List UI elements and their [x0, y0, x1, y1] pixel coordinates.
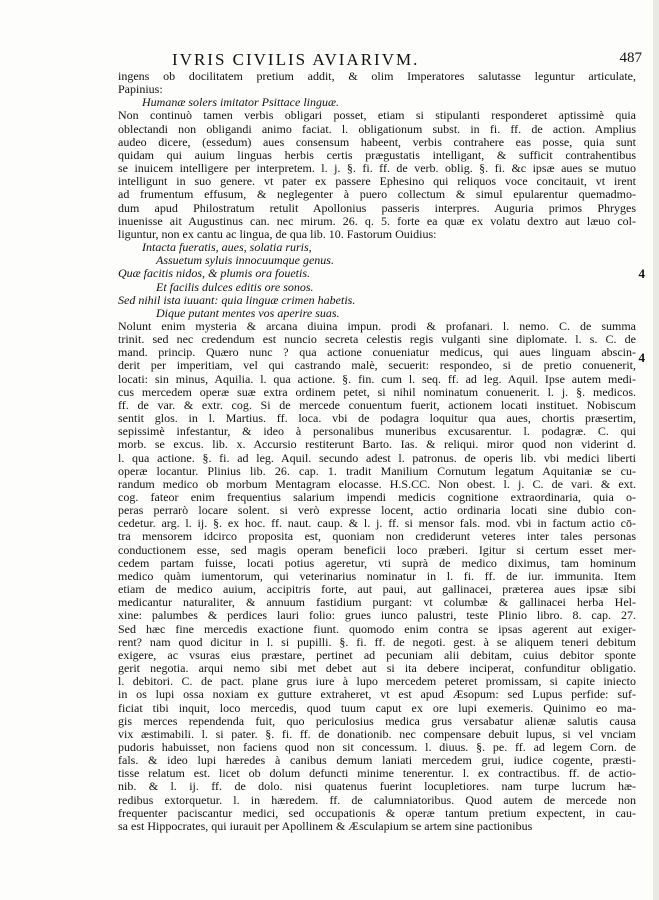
- text-line: in os lupi ossa noxiam ex gutture extraheret, vt est apud Æsopum: sed Lupus perfide: suf-: [118, 687, 636, 702]
- running-title: IVRIS CIVILIS AVIARIVM.: [172, 50, 420, 69]
- verse-line: Et facilis dulces editis ore sonos.: [156, 279, 314, 294]
- text-line: Nolunt enim mysteria & arcana diuina impun. prodi & profanari. l. nemo. C. de summa: [118, 318, 636, 333]
- verse-line: Dique putant mentes vos aperire suas.: [156, 305, 340, 320]
- text-line: fals. & ideo lupi hæredes à canibus demum laniati mercedem grui, iudice cogente, præsti-: [118, 753, 636, 768]
- text-line: sa est Hippocrates, qui iurauit per Apollinem & Æsculapium se artem sine pactionibus: [118, 818, 533, 833]
- margin-note: 4: [638, 266, 645, 281]
- page-edge-shadow: [653, 0, 659, 900]
- text-line: oblectandi non obligandi animo faciat. l. obligationum subst. in fi. ff. de action. Amplius: [118, 121, 636, 136]
- text-line: dum apud Philostratum retulit Apollonius passeris interpres. Auguria primos Phryges: [118, 200, 636, 215]
- text-line: conductionem esse, sed magis operam beneficii loco præberi. Igitur si certum esset mer-: [118, 542, 636, 557]
- text-line: redibus extorquetur. l. in hæredem. ff. de calumniatoribus. Quod autem de mercede non: [118, 792, 636, 807]
- text-line: sentit glos. in l. Martius. ff. loca. vbi de podagra loquitur qua aues, chortis præsertim,: [118, 411, 636, 426]
- text-line: medicantur naturaliter, & annuum fastidium purgant: vt columbæ & gallinacei herba Hel-: [118, 595, 636, 610]
- text-line: tisse relatum est. licet ob dolum defuncti minime tenerentur. l. ex contractibus. ff. de actio-: [118, 766, 636, 781]
- page-number: 487: [619, 50, 642, 66]
- text-line: l. qua actione. §. fi. ad leg. Aquil. secundo adest l. patronus. de operis lib. vbi medici liberti: [118, 450, 636, 465]
- text-line: pudoris habuisset, non faciens quod non sit concessum. l. diuus. §. pe. ff. ad legem Corn. de: [118, 739, 636, 754]
- text-line: Sed hæc fine mercedis exactione fiunt. quomodo enim contra se ipsas agerent aut exiger-: [118, 621, 636, 636]
- text-line: operæ locantur. Plinius lib. 26. cap. 1. tradit Manilium Cornutum legatum Aquitaniæ se cu-: [118, 463, 636, 478]
- text-line: morb. se excus. lib. x. Accursio restiterunt Barto. Ias. & reliqui. miror quod non viderint d.: [118, 437, 636, 452]
- text-line: etiam de medico auium, accipitris forte, aut paui, aut gallinacei, præterea aues ipsæ sibi: [118, 582, 636, 597]
- verse-line: Quæ facitis nidos, & plumis ora fouetis.: [118, 266, 311, 281]
- text-line: l. debitori. C. de pact. plane grus iure à lupo mercedem peteret promissam, si capite iniecto: [118, 674, 636, 689]
- text-line: intelligunt in suo genere. vt pater ex passere Ephesino qui reliquos voce concitauit, vt irent: [118, 174, 636, 189]
- text-line: peras perrarò locare solent. si verò expresse locent, actio ordinaria locati sine dubio con-: [118, 503, 636, 518]
- text-line: rent? nam quod dicitur in l. si pupilli. §. fi. ff. de negoti. gest. à se aliquem teneri debitum: [118, 634, 636, 649]
- text-line: tra mensorem idcirco proposita est, quoniam non crediderunt veteres inter tales personas: [118, 529, 636, 544]
- text-line: trinit. sed nec credendum est nuncio secreta celestis regis vulganti sine diplomate. l. s. C. de: [118, 332, 636, 347]
- text-line: medico quàm iumentorum, qui veterinarius nominatur in l. fi. ff. de iur. immunita. Item: [118, 568, 636, 583]
- text-line: inuenisse ait Augustinus can. nec mirum. 26. q. 5. forte ea quæ ex volatu dextro aut læuo col-: [118, 213, 636, 228]
- text-line: liguntur, non ex cantu ac lingua, de qua lib. 10. Fastorum Ouidius:: [118, 226, 437, 241]
- text-line: quidam qui auium linguas herbis certis prægustatis intelligant, & sufficit contrahentibus: [118, 147, 636, 162]
- text-line: gerit negotia. arqui nemo sibi met debet aut si ita debere inciperat, confunditur obligatio.: [118, 661, 636, 676]
- text-line: gis merces rependenda fuit, quo periculosius medica grus versabatur alienæ salutis causa: [118, 713, 636, 728]
- body-text: [118, 70, 636, 833]
- text-line: Papinius:: [118, 82, 163, 97]
- verse-line: Intacta fueratis, aues, solatia ruris,: [142, 240, 312, 255]
- text-line: cog. fateor enim frequentius salarium impendi medicis cognitione extraordinaria, quia o-: [118, 490, 636, 504]
- margin-note: 4: [638, 350, 645, 365]
- verse-line: Humanæ solers imitator Psittace linguæ.: [142, 95, 340, 110]
- text-line: cus mercedem operæ suæ extra ordinem petet, si nihil nominatum conuenerit. l. j. §. medicos.: [118, 384, 636, 399]
- text-line: randum medico ob morbum Mentagram elocasse. H.S.CC. Non obest. l. j. C. de vari. & ext.: [118, 476, 636, 491]
- text-line: ingens ob docilitatem pretium addit, & olim Imperatores salutasse leguntur articulate,: [118, 69, 636, 83]
- text-line: cedem partam fuisse, locati potius ageretur, vti suprà de medico diximus, tam hominum: [118, 555, 636, 570]
- text-line: cedetur. arg. l. ij. §. ex hoc. ff. naut. caup. & l. j. ff. si mensor fals. mod. vbi in factum actio cō-: [118, 516, 636, 531]
- text-line: ff. de var. & extr. cog. Si de mercede conuentum fuerit, actionem locati instituet. Nobiscum: [118, 397, 636, 412]
- text-line: locati: sin minus, Aquilia. l. qua actione. §. fin. cum l. seq. ff. ad leg. Aquil. Ipse autem medi-: [118, 371, 636, 386]
- text-line: xine: palumbes & perdices lauri folio: grues iunco palustri, teste Plinio libro. 8. cap. 27.: [118, 608, 636, 623]
- text-line: audeo dicere, (essedum) aues consensum habeent, verbis contrahere eas posse, quia sunt: [118, 134, 636, 149]
- text-line: sepissimè infestantur, & ideo à personalibus muneribus excusarentur. l. podagræ. C. qui: [118, 424, 636, 439]
- text-line: ficiat tibi inquit, loco mercedis, quod tuum caput ex ore lupi exemeris. Quinimo eo ma-: [118, 700, 636, 715]
- text-line: exigere, ac vsuras eius præstare, pertinet ad pecuniam alii debitam, cuius debitor sponte: [118, 647, 636, 662]
- text-line: ad frumentum effusum, & neglegenter à puero collectum & simul epularentur quemadmo-: [118, 187, 636, 202]
- text-line: frequenter paciscantur medici, sed occupationis & operæ tantum pretium expectent, in cau-: [118, 805, 636, 820]
- text-line: se inuicem intelligere per interpretem. l. j. §. fi. ff. de verb. oblig. §. fi. &c ipsæ aues se mutuo: [118, 161, 636, 176]
- text-line: Non continuò tamen verbis obligari posset, etiam si stipulanti responderet aptissimè quia: [118, 108, 636, 123]
- verse-line: Assuetum syluis innocuumque genus.: [156, 253, 334, 268]
- text-line: derit per imperitiam, vel qui castrando malè, secuerit: respondeo, si de pretio conuenerit,: [118, 358, 636, 373]
- text-line: nib. & l. ij. ff. de dolo. nisi quatenus fuerint locupletiores. nam turpe lucrum hæ-: [118, 779, 636, 794]
- verse-line: Sed nihil ista iuuant: quia linguæ crimen habetis.: [118, 292, 356, 307]
- text-line: vix æstimabili. l. si pater. §. fi. ff. de donationib. nec compensare debuit lupus, si vel vnciam: [118, 726, 636, 741]
- text-line: mand. princip. Quæro nunc ? qua actione conueniatur medicus, qui aues linguam abscin-: [118, 345, 636, 360]
